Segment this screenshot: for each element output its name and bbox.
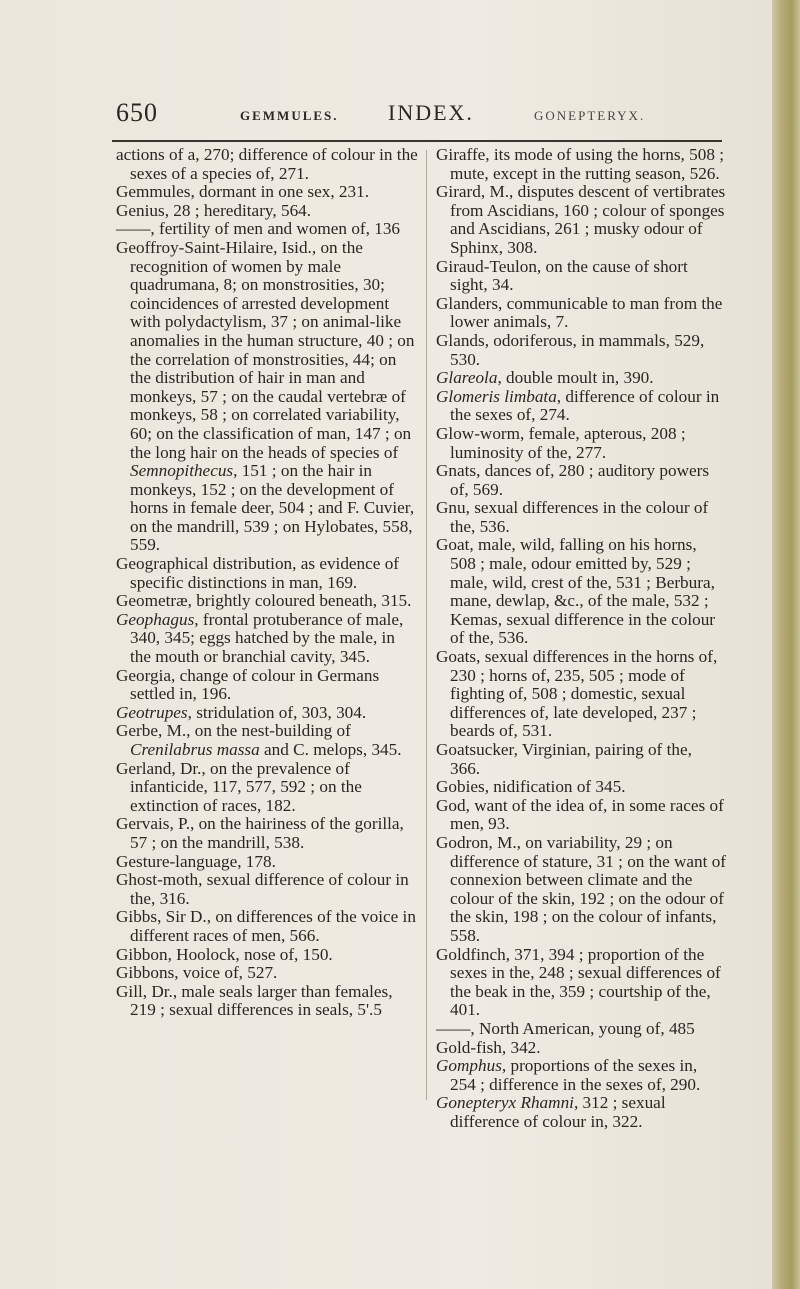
entry-text-after: , difference of colour in the sexes of, 274.	[450, 386, 720, 425]
index-entry	[436, 425, 726, 462]
entry-text: Georgia, change of colour in Germans settled in, 196.	[116, 665, 380, 704]
entry-text: Geoffroy-Saint-Hilaire, Isid., on the recognition of women by male quadrumana, 8; on monstrosities, 30; coincidences of arrested development with polydactylism, 37 ; on animal-like anomalies in the human structure, 40 ; on the correlation of monstrosities, 44; on the distribution of hair in man and monkeys, 57 ; on the caudal vertebræ of monkeys, 58 ; on correlated variability, 60; on the classification of man, 147 ; on the long hair on the heads of species of	[116, 237, 415, 462]
entry-italic-text: Geophagus	[116, 609, 195, 629]
index-entry	[116, 146, 418, 183]
entry-text: Glanders, communicable to man from the lower animals, 7.	[436, 293, 723, 332]
index-entry	[436, 778, 726, 797]
column-divider	[426, 150, 427, 1100]
entry-text: Gervais, P., on the hairiness of the gorilla, 57 ; on the mandrill, 538.	[116, 814, 404, 852]
index-entry	[116, 220, 418, 239]
entry-text: Glands, odoriferous, in mammals, 529, 530.	[436, 330, 705, 369]
entry-text: Genius, 28 ; hereditary, 564.	[116, 200, 312, 220]
index-entry	[436, 258, 726, 295]
index-entry	[436, 499, 726, 536]
index-entry	[436, 388, 726, 425]
index-entry	[116, 908, 418, 945]
entry-text: Geometræ, brightly coloured beneath, 315.	[116, 591, 412, 611]
index-entry	[436, 462, 726, 499]
index-entry	[436, 536, 726, 648]
index-entry	[436, 369, 726, 388]
entry-text: Goldfinch, 371, 394 ; proportion of the sexes in the, 248 ; sexual differences of the beak in the, 359 ; courtship of the, 401.	[436, 944, 721, 1020]
running-head-right: GONEPTERYX.	[534, 108, 646, 123]
index-entry	[116, 722, 418, 759]
index-entry	[436, 295, 726, 332]
index-entry	[116, 202, 418, 221]
entry-text: Gerland, Dr., on the prevalence of infanticide, 117, 577, 592 ; on the extinction of races, 182.	[116, 758, 362, 815]
entry-text: Goatsucker, Virginian, pairing of the, 366.	[436, 740, 692, 778]
index-entry	[436, 183, 726, 257]
entry-text: Gobies, nidification of 345.	[436, 777, 626, 797]
index-entry	[436, 1094, 726, 1131]
index-entry	[436, 797, 726, 834]
index-entry	[116, 592, 418, 611]
index-entry	[116, 946, 418, 965]
index-entry	[116, 611, 418, 667]
index-entry	[116, 667, 418, 704]
entry-text: Giraffe, its mode of using the horns, 508 ; mute, except in the rutting season, 526.	[436, 145, 725, 183]
header-rule	[112, 140, 722, 142]
index-entry	[116, 704, 418, 723]
index-column-right	[436, 146, 726, 1131]
entry-text: Goats, sexual differences in the horns of, 230 ; horns of, 235, 505 ; mode of fighting of, 508 ; domestic, sexual differences of, late developed, 237 ; beards of, 531.	[436, 647, 718, 741]
entry-text: Girard, M., disputes descent of vertibrates from Ascidians, 160 ; colour of sponges and Ascidians, 261 ; musky odour of Sphinx, 308.	[436, 182, 726, 257]
entry-text: Gibbon, Hoolock, nose of, 150.	[116, 944, 333, 964]
index-entry	[116, 983, 418, 1020]
entry-text-after: , 312 ; sexual difference of colour in, 322.	[450, 1093, 666, 1131]
index-entry	[116, 239, 418, 555]
entry-text: ——, fertility of men and women of, 136	[116, 219, 401, 239]
entry-text: Gesture-language, 178.	[116, 851, 276, 871]
page-number: 650	[116, 98, 158, 127]
entry-italic-text: Crenilabrus massa	[130, 740, 260, 759]
entry-text-after: , proportions of the sexes in, 254 ; difference in the sexes of, 290.	[450, 1056, 701, 1094]
index-entry	[436, 332, 726, 369]
index-entry	[436, 1020, 726, 1039]
index-entry	[436, 1039, 726, 1058]
entry-italic-text: Glomeris limbata	[436, 386, 557, 406]
entry-text: Gerbe, M., on the nest-building of	[116, 721, 351, 741]
index-entry	[436, 834, 726, 946]
entry-text: Godron, M., on variability, 29 ; on difference of stature, 31 ; on the want of connexion between climate and the colour of the skin, 192 ; on the odour of the skin, 198 ; on the colour of infants, 558.	[436, 832, 727, 945]
index-entry	[436, 146, 726, 183]
entry-text-after: , stridulation of, 303, 304.	[187, 702, 367, 722]
index-entry	[436, 946, 726, 1020]
entry-text: Glow-worm, female, apterous, 208 ; luminosity of the, 277.	[436, 423, 686, 462]
running-head-center: INDEX.	[388, 100, 474, 125]
running-head-left: GEMMULES.	[240, 108, 339, 123]
index-entry	[116, 555, 418, 592]
index-entry	[116, 183, 418, 202]
entry-italic-text: Gomphus	[436, 1056, 502, 1076]
entry-italic-text: Glareola	[436, 368, 498, 388]
index-entry	[116, 853, 418, 872]
entry-text: ——, North American, young of, 485	[436, 1018, 695, 1038]
entry-italic-text: Gonepteryx Rhamni	[436, 1093, 574, 1113]
entry-text-after: , double moult in, 390.	[497, 368, 654, 388]
entry-text: Gemmules, dormant in one sex, 231.	[116, 182, 369, 202]
index-entry	[116, 815, 418, 852]
entry-text: God, want of the idea of, in some races of men, 93.	[436, 795, 724, 834]
index-entry	[116, 760, 418, 816]
entry-text: Ghost-moth, sexual difference of colour in the, 316.	[116, 870, 409, 908]
entry-text: Gill, Dr., male seals larger than females, 219 ; sexual differences in seals, 5'.5	[116, 981, 393, 1020]
entry-text: Giraud-Teulon, on the cause of short sight, 34.	[436, 256, 688, 295]
entry-text: Gibbs, Sir D., on differences of the voice in different races of men, 566.	[116, 907, 416, 945]
running-header	[116, 98, 716, 128]
entry-text: Gnats, dances of, 280 ; auditory powers of, 569.	[436, 461, 710, 499]
entry-text: actions of a, 270; difference of colour in the sexes of a species of, 271.	[116, 145, 418, 183]
index-entry	[116, 964, 418, 983]
entry-text-after: , frontal protuberance of male, 340, 345; eggs hatched by the male, in the mouth or branchial cavity, 345.	[130, 609, 404, 667]
entry-text: Gibbons, voice of, 527.	[116, 963, 278, 983]
index-entry	[116, 871, 418, 908]
entry-text: Gold-fish, 342.	[436, 1037, 541, 1057]
entry-text: Goat, male, wild, falling on his horns, 508 ; male, odour emitted by, 529 ; male, wild, crest of the, 531 ; Berbura, mane, dewlap, &c., of the male, 532 ; Kemas, sexual difference in the colour of the, 536.	[436, 535, 716, 648]
entry-text: Geographical distribution, as evidence of specific distinctions in man, 169.	[116, 554, 400, 592]
page-binding-edge	[772, 0, 800, 1289]
index-entry	[436, 741, 726, 778]
index-column-left	[116, 146, 418, 1020]
index-entry	[436, 1057, 726, 1094]
entry-text-after: , 151 ; on the hair in monkeys, 152 ; on the development of horns in female deer, 504 ; and F. Cuvier, on the mandrill, 539 ; on Hylobates, 558, 559.	[130, 461, 415, 555]
entry-italic-text: Semnopithecus	[130, 461, 234, 481]
entry-italic-text: Geotrupes	[116, 702, 188, 722]
index-entry	[436, 648, 726, 741]
entry-text: Gnu, sexual differences in the colour of the, 536.	[436, 498, 709, 536]
entry-text-after: and C. melops, 345.	[259, 740, 402, 759]
